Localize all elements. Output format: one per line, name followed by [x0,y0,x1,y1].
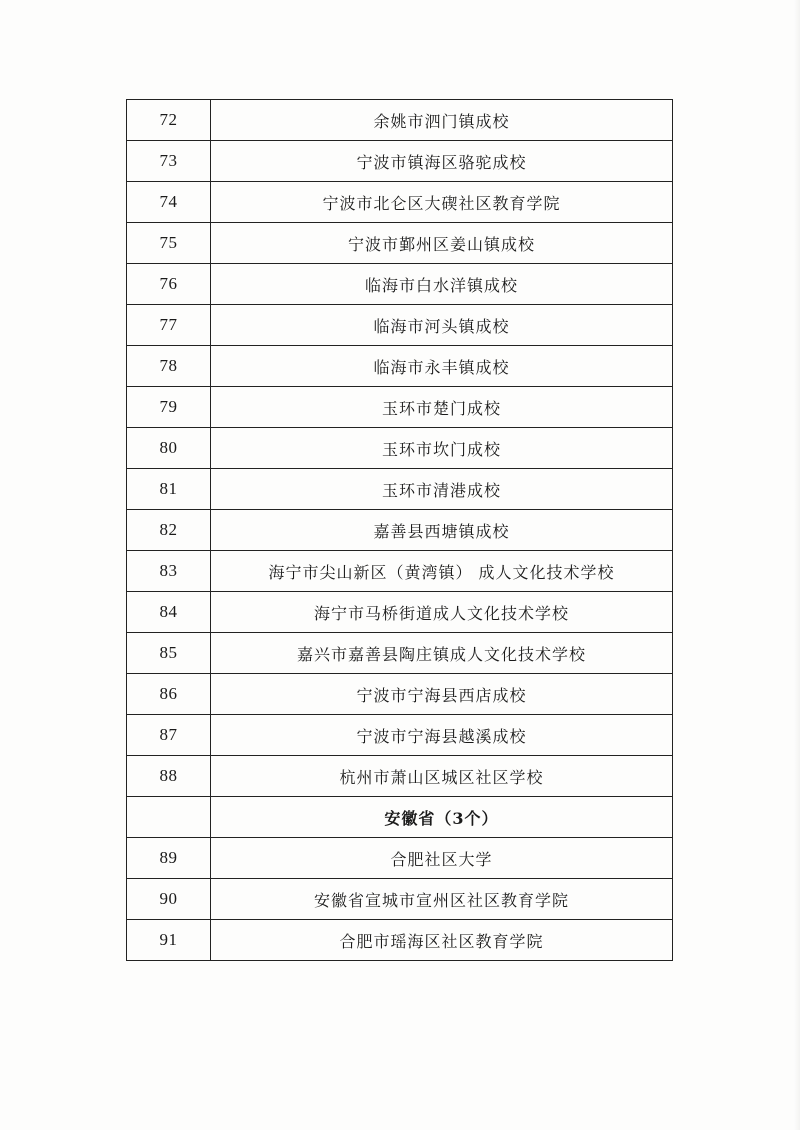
row-number: 77 [127,305,211,346]
row-number: 81 [127,469,211,510]
row-number: 78 [127,346,211,387]
table-row [127,346,673,387]
row-number: 74 [127,182,211,223]
school-name: 杭州市萧山区城区社区学校 [211,756,673,797]
row-number: 88 [127,756,211,797]
table-row [127,633,673,674]
table-row [127,223,673,264]
row-number: 83 [127,551,211,592]
row-number: 89 [127,838,211,879]
school-name: 安徽省宣城市宣州区社区教育学院 [211,879,673,920]
table-row [127,879,673,920]
table-row [127,387,673,428]
table-row [127,715,673,756]
row-number: 80 [127,428,211,469]
table-row [127,674,673,715]
table-row [127,592,673,633]
school-name: 嘉善县西塘镇成校 [211,510,673,551]
school-name: 临海市白水洋镇成校 [211,264,673,305]
school-name: 嘉兴市嘉善县陶庄镇成人文化技术学校 [211,633,673,674]
row-number: 79 [127,387,211,428]
row-number: 90 [127,879,211,920]
row-number: 82 [127,510,211,551]
scan-shadow [794,0,800,1130]
table-row [127,141,673,182]
table-row [127,264,673,305]
school-name: 临海市河头镇成校 [211,305,673,346]
school-name: 玉环市楚门成校 [211,387,673,428]
school-name: 临海市永丰镇成校 [211,346,673,387]
school-name: 玉环市坎门成校 [211,428,673,469]
table-row [127,551,673,592]
row-number: 72 [127,100,211,141]
table-row [127,469,673,510]
school-name: 海宁市尖山新区（黄湾镇） 成人文化技术学校 [211,551,673,592]
section-header-row [127,797,673,838]
row-number: 87 [127,715,211,756]
row-number: 73 [127,141,211,182]
school-name: 宁波市镇海区骆驼成校 [211,141,673,182]
school-name: 海宁市马桥街道成人文化技术学校 [211,592,673,633]
school-name: 合肥社区大学 [211,838,673,879]
row-number: 75 [127,223,211,264]
table-row [127,838,673,879]
table-row [127,100,673,141]
school-name: 余姚市泗门镇成校 [211,100,673,141]
table-row [127,510,673,551]
row-number: 91 [127,920,211,961]
row-number: 86 [127,674,211,715]
school-list-table [126,99,673,961]
school-name: 合肥市瑶海区社区教育学院 [211,920,673,961]
row-number: 76 [127,264,211,305]
school-name: 宁波市鄞州区姜山镇成校 [211,223,673,264]
table-row [127,428,673,469]
school-name: 玉环市清港成校 [211,469,673,510]
table-row [127,920,673,961]
table-row [127,305,673,346]
row-number: 84 [127,592,211,633]
school-name: 宁波市宁海县越溪成校 [211,715,673,756]
row-number: 85 [127,633,211,674]
province-heading: 安徽省（3个） [211,797,673,838]
school-name: 宁波市宁海县西店成校 [211,674,673,715]
table-row [127,182,673,223]
school-name: 宁波市北仑区大碶社区教育学院 [211,182,673,223]
row-number [127,797,211,838]
table-row [127,756,673,797]
